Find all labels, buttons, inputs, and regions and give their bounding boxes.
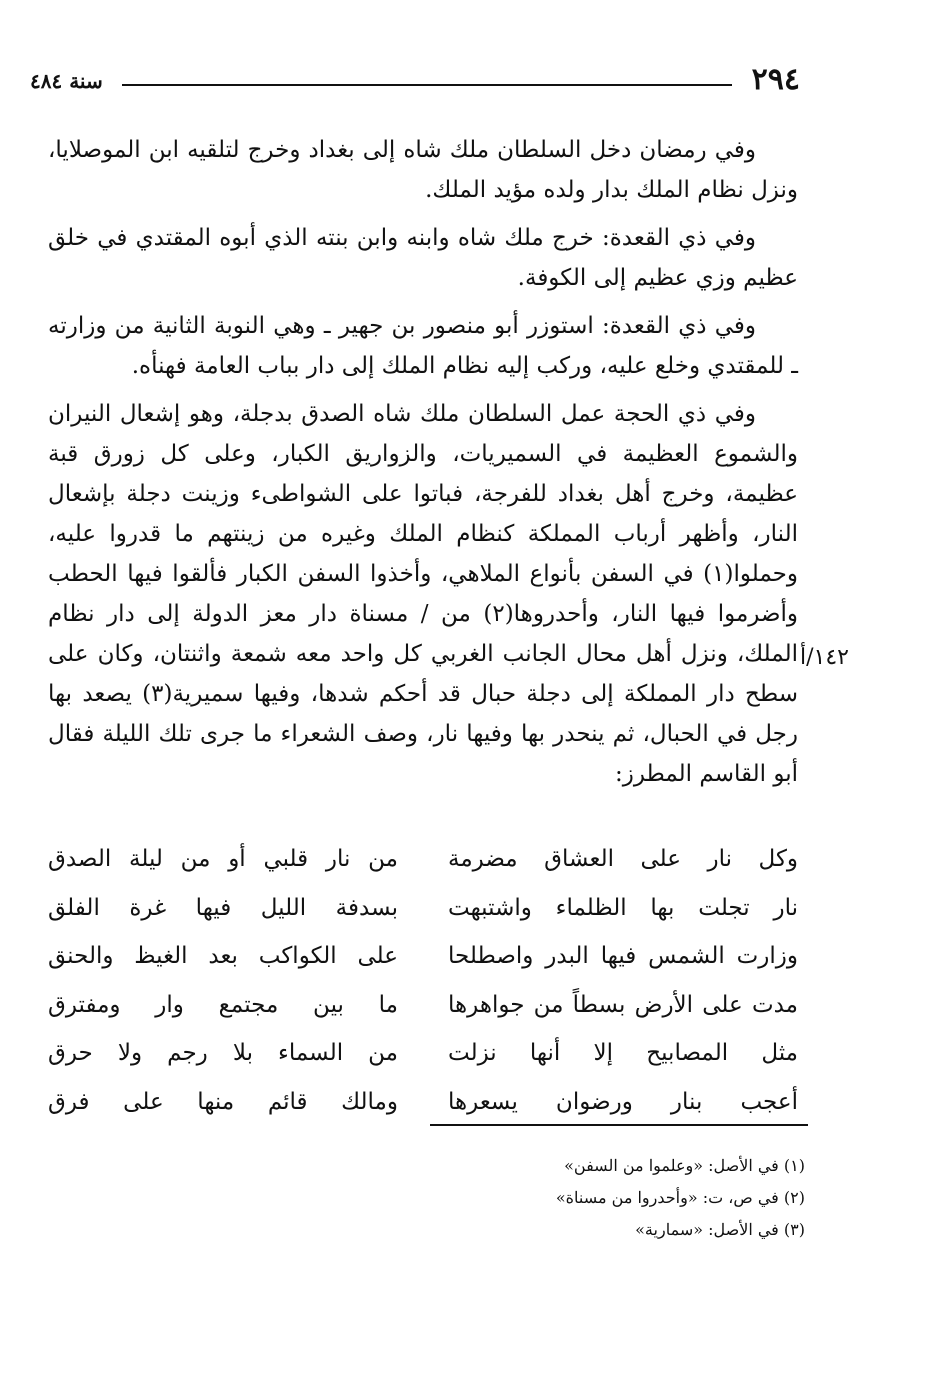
verse-first-hemistich: وزارت الشمس فيها البدر واصطلحا (448, 943, 798, 969)
year-label: سنة ٤٨٤ (30, 69, 103, 93)
running-header (30, 62, 800, 102)
poem (48, 835, 798, 1126)
poem-verse (48, 981, 798, 1030)
verse-second-hemistich: ومالك قائم منها على فرق (48, 1088, 398, 1115)
poem-verse (48, 835, 798, 884)
page-number: ٢٩٤ (751, 62, 800, 97)
folio-margin-note: ١٤٢/أ (800, 645, 849, 670)
main-text (48, 130, 798, 804)
verse-first-hemistich: مدت على الأرض بسطاً من جواهرها (448, 991, 798, 1018)
verse-second-hemistich: من نار قلبي أو من ليلة الصدق (48, 846, 398, 872)
footnotes (400, 1150, 805, 1246)
poem-verse (48, 1029, 798, 1078)
verse-first-hemistich: نار تجلت بها الظلماء واشتبهت (448, 894, 798, 921)
verse-first-hemistich: أعجب بنار ورضوان يسعرها (448, 1088, 798, 1115)
poem-verse (48, 932, 798, 981)
verse-first-hemistich: مثل المصابيح إلا أنها نزلت (448, 1040, 798, 1066)
poem-verse (48, 1078, 798, 1127)
paragraph: وفي رمضان دخل السلطان ملك شاه إلى بغداد وخرج لتلقيه ابن الموصلايا، ونزل نظام الملك بدار ولده مؤيد الملك. (48, 137, 798, 203)
verse-first-hemistich: وكل نار على العشاق مضرمة (448, 846, 798, 872)
paragraph: وفي ذي الحجة عمل السلطان ملك شاه الصدق بدجلة، وهو إشعال النيران والشموع العظيمة في السميريات، والزواريق الكبار، وعلى كل زورق قبة عظيمة، وخرج أهل بغداد للفرجة، فباتوا على الشواطىء وزينت دجلة بإشعال النار، وأظهر أرباب المملكة كنظام الملك وغيره من زينتهم ما قدروا عليه، وحملوا(١) في السفن بأنواع الملاهي، وأخذوا السفن الكبار فألقوا فيها الحطب وأضرموا فيها النار، وأحدروها(٢) من / مسناة دار معز الدولة إلى دار نظام الملك، ونزل أهل محال الجانب الغربي كل واحد معه شمعة واثنتان، وكان على سطح دار المملكة إلى دجلة حبال قد أحكم شدها، وفيها سميرية(٣) يصعد بها رجل في الحبال، ثم ينحدر بها وفيها نار، وصف الشعراء ما جرى تلك الليلة فقال أبو القاسم المطرز: (48, 401, 799, 787)
verse-second-hemistich: ما بين مجتمع وار ومفترق (48, 991, 398, 1018)
footnote: (١) في الأصل: «وعلموا من السفن» (564, 1156, 805, 1175)
footnote-separator (430, 1124, 808, 1126)
verse-second-hemistich: بسدفة الليل فيها غرة الفلق (48, 894, 398, 921)
header-rule (122, 84, 732, 86)
paragraph: وفي ذي القعدة: خرج ملك شاه وابنه وابن بنته الذي أبوه المقتدي في خلق عظيم وزي عظيم إلى الكوفة. (48, 225, 798, 291)
verse-second-hemistich: على الكواكب بعد الغيظ والحنق (48, 943, 398, 969)
footnote: (٢) في ص، ت: «وأحدروا من مسناة» (555, 1188, 805, 1207)
poem-verse (48, 884, 798, 933)
footnote: (٣) في الأصل: «سمارية» (635, 1220, 805, 1239)
verse-second-hemistich: من السماء بلا رجم ولا حرق (48, 1040, 398, 1066)
paragraph: وفي ذي القعدة: استوزر أبو منصور بن جهير ـ وهي النوبة الثانية من وزارته ـ للمقتدي وخلع عليه، وركب إليه نظام الملك إلى دار بباب العامة فهنأه. (48, 313, 798, 379)
